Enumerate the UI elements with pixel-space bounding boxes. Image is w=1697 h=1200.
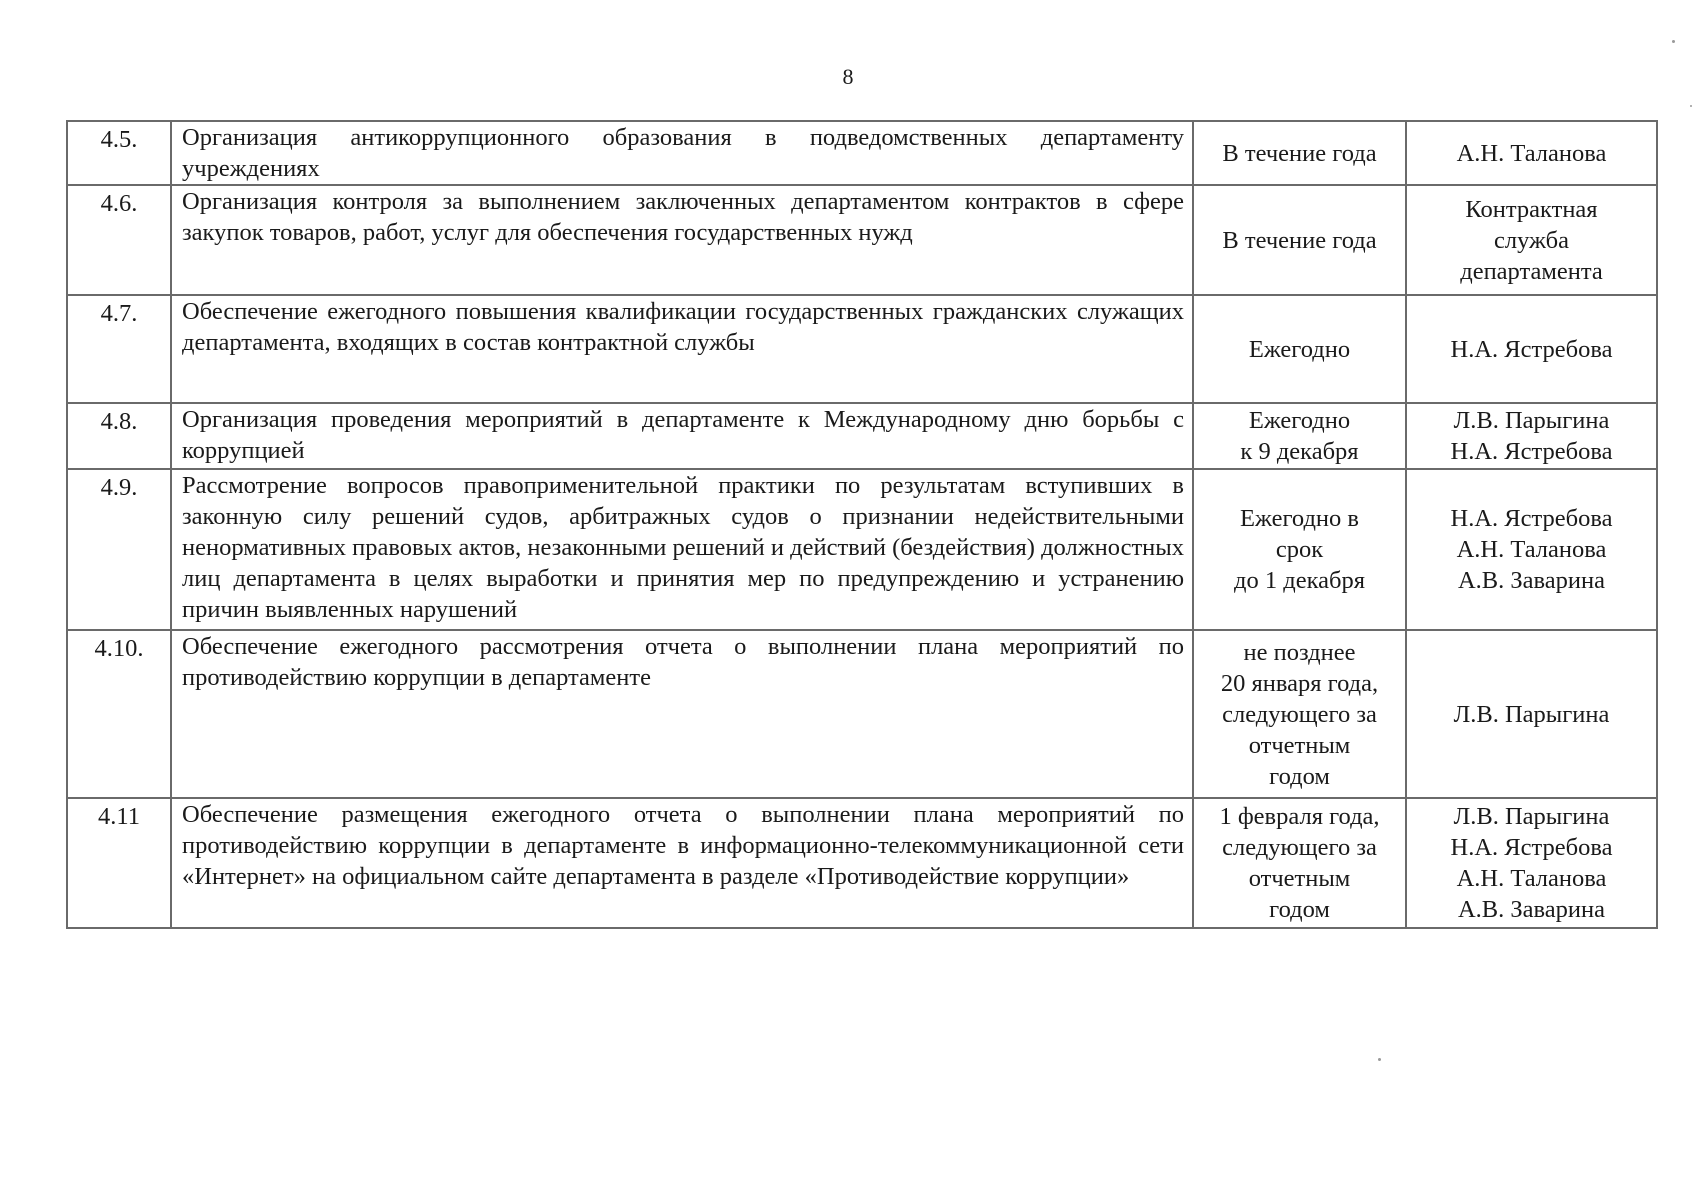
responsible-person: Н.А. Ястребова [1450,335,1613,363]
responsible-cell [1406,798,1657,928]
activity-description: Обеспечение ежегодного рассмотрения отчета о выполнении плана мероприятий по противодействию коррупции в департаменте [171,630,1193,798]
table-row [67,798,1657,928]
activity-description: Обеспечение ежегодного повышения квалификации государственных гражданских служащих департамента, входящих в состав контрактной службы [171,295,1193,403]
deadline-line: 20 января года, [1220,669,1379,697]
responsible-person: Л.В. Парыгина [1453,803,1610,830]
item-number: 4.5. [67,121,171,185]
responsible-person: А.Н. Таланова [1456,865,1607,892]
activity-description: Организация антикоррупционного образования в подведомственных департаменту учреждениях [171,121,1193,185]
anticorruption-plan-table [66,120,1658,929]
responsible-person: А.В. Заварина [1457,567,1606,594]
activity-description: Организация проведения мероприятий в департаменте к Международному дню борьбы с коррупцией [171,403,1193,469]
responsible-cell [1406,469,1657,630]
table-row [67,469,1657,630]
deadline-line: до 1 декабря [1234,567,1365,594]
deadline-cell [1193,630,1406,798]
deadline-cell [1193,798,1406,928]
responsible-person: А.Н. Таланова [1456,536,1607,563]
table-row [67,185,1657,295]
deadline-line: Ежегодно [1248,335,1351,363]
deadline-line: В течение года [1222,139,1377,167]
responsible-cell [1406,185,1657,295]
responsible-cell [1406,630,1657,798]
scan-speck [1690,105,1692,107]
item-number: 4.7. [67,295,171,403]
responsible-person: Н.А. Ястребова [1450,505,1613,532]
deadline-line: отчетным [1248,865,1351,892]
responsible-person: служба [1494,226,1569,254]
responsible-person: Н.А. Ястребова [1450,834,1613,861]
deadline-cell [1193,185,1406,295]
responsible-person: Контрактная [1465,195,1598,223]
deadline-line: отчетным [1248,731,1351,759]
deadline-cell [1193,295,1406,403]
deadline-line: не позднее [1243,638,1356,666]
table-row [67,630,1657,798]
responsible-person: А.Н. Таланова [1456,139,1607,167]
deadline-line: годом [1269,896,1330,923]
deadline-line: следующего за [1222,834,1377,861]
scan-speck [1672,40,1675,43]
responsible-cell [1406,121,1657,185]
scan-speck [1378,1058,1381,1061]
responsible-person: Л.В. Парыгина [1453,407,1610,434]
deadline-line: Ежегодно [1248,407,1351,434]
deadline-cell [1193,121,1406,185]
responsible-cell [1406,295,1657,403]
deadline-line: Ежегодно в [1240,505,1359,532]
deadline-line: В течение года [1222,226,1377,254]
deadline-line: годом [1269,762,1330,790]
deadline-line: к 9 декабря [1240,438,1359,465]
deadline-line: срок [1275,536,1324,563]
table-row [67,121,1657,185]
page-number: 8 [842,64,854,89]
responsible-person: Л.В. Парыгина [1453,700,1610,728]
responsible-person: департамента [1460,257,1603,285]
deadline-cell [1193,403,1406,469]
responsible-person: А.В. Заварина [1457,896,1606,923]
item-number: 4.9. [67,469,171,630]
activity-description: Обеспечение размещения ежегодного отчета о выполнении плана мероприятий по противодействию коррупции в департаменте в информационно-телекоммуникационной сети «Интернет» на официальном сайте департамента в разделе «Противодействие коррупции» [171,798,1193,928]
deadline-cell [1193,469,1406,630]
activity-description: Организация контроля за выполнением заключенных департаментом контрактов в сфере закупок товаров, работ, услуг для обеспечения государственных нужд [171,185,1193,295]
item-number: 4.6. [67,185,171,295]
item-number: 4.8. [67,403,171,469]
deadline-line: следующего за [1222,700,1377,728]
deadline-line: 1 февраля года, [1219,803,1380,830]
responsible-cell [1406,403,1657,469]
item-number: 4.11 [67,798,171,928]
table-row [67,295,1657,403]
activity-description: Рассмотрение вопросов правоприменительной практики по результатам вступивших в законную силу решений судов, арбитражных судов о признании недействительными ненормативных правовых актов, незаконными решений и действий (бездействия) должностных лиц департамента в целях выработки и принятия мер по предупреждению и устранению причин выявленных нарушений [171,469,1193,630]
item-number: 4.10. [67,630,171,798]
responsible-person: Н.А. Ястребова [1450,438,1613,465]
table-row [67,403,1657,469]
